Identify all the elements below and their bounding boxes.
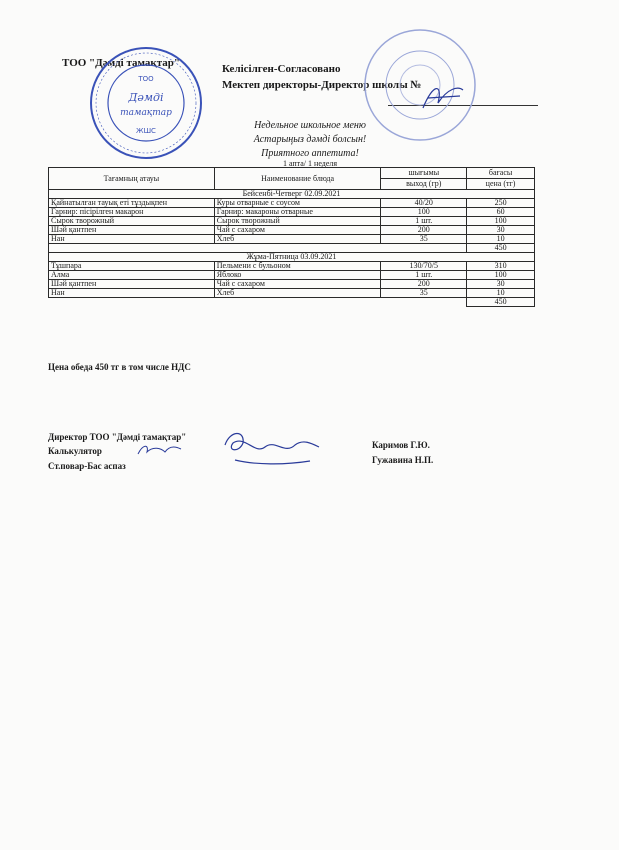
dish-yield: 1 шт. <box>381 217 467 226</box>
menu-subtitle-3: Приятного аппетита! <box>261 148 359 159</box>
dish-ru: Чай с сахаром <box>214 280 381 289</box>
dish-kz: Қайнатылған тауық еті тұздықпен <box>49 199 215 208</box>
dish-ru: Чай с сахаром <box>214 226 381 235</box>
dish-ru: Хлеб <box>214 289 381 298</box>
dish-price: 10 <box>467 235 535 244</box>
menu-subtitle-1: Недельное школьное меню <box>254 120 366 131</box>
dish-price: 310 <box>467 262 535 271</box>
director-name: Каримов Г.Ю. <box>372 440 430 450</box>
table-row <box>49 235 535 244</box>
day-title-row <box>49 253 535 262</box>
dish-price: 100 <box>467 217 535 226</box>
table-row <box>49 262 535 271</box>
head-signature <box>215 425 325 470</box>
dish-kz: Сырок творожный <box>49 217 215 226</box>
dish-yield: 35 <box>381 235 467 244</box>
dish-kz: Гарнир: пісірілген макарон <box>49 208 215 217</box>
day1-total: 450 <box>467 244 535 253</box>
dish-kz: Нан <box>49 235 215 244</box>
svg-text:тамақтар: тамақтар <box>120 108 172 118</box>
svg-text:Дәмді: Дәмді <box>128 91 164 104</box>
dish-ru: Яблоко <box>214 271 381 280</box>
day-title-row <box>49 190 535 199</box>
dish-kz: Шәй қантпен <box>49 226 215 235</box>
director-signature <box>418 78 468 113</box>
dish-yield: 200 <box>381 226 467 235</box>
dish-yield: 40/20 <box>381 199 467 208</box>
approved-label: Келісілген-Согласовано <box>222 63 341 75</box>
dish-kz: Алма <box>49 271 215 280</box>
table-row <box>49 217 535 226</box>
calculator-label: Калькулятор <box>48 446 102 456</box>
calculator-name: Гужавина Н.П. <box>372 455 434 465</box>
svg-text:ТОО: ТОО <box>138 75 154 83</box>
table-row <box>49 226 535 235</box>
header-yield-ru: выход (гр) <box>381 179 467 190</box>
dish-ru: Куры отварные с соусом <box>214 199 381 208</box>
director-label: Директор ТОО "Дәмді тамақтар" <box>48 432 187 442</box>
total-spacer <box>49 298 467 307</box>
day1-title: Бейсенбі-Четверг 02.09.2021 <box>49 190 535 199</box>
dish-kz: Шәй қантпен <box>49 280 215 289</box>
company-stamp <box>88 45 204 161</box>
header-name-kz: Тағамның атауы <box>49 168 215 190</box>
day2-total: 450 <box>467 298 535 307</box>
total-spacer <box>49 244 467 253</box>
table-row <box>49 289 535 298</box>
dish-ru: Гарнир: макароны отварные <box>214 208 381 217</box>
dish-kz: Нан <box>49 289 215 298</box>
table-row <box>49 280 535 289</box>
dish-kz: Тұшпара <box>49 262 215 271</box>
dish-ru: Хлеб <box>214 235 381 244</box>
price-note: Цена обеда 450 тг в том числе НДС <box>48 362 191 372</box>
dish-yield: 130/70/5 <box>381 262 467 271</box>
total-row <box>49 298 535 307</box>
header-yield-kz: шығымы <box>381 168 467 179</box>
dish-price: 10 <box>467 289 535 298</box>
header-price-ru: цена (тг) <box>467 179 535 190</box>
calculator-signature <box>135 440 185 462</box>
dish-yield: 1 шт. <box>381 271 467 280</box>
header-price-kz: бағасы <box>467 168 535 179</box>
day2-title: Жұма-Пятница 03.09.2021 <box>49 253 535 262</box>
week-label: 1 апта/ 1 неделя <box>282 159 338 168</box>
dish-price: 250 <box>467 199 535 208</box>
dish-yield: 100 <box>381 208 467 217</box>
dish-price: 60 <box>467 208 535 217</box>
dish-price: 100 <box>467 271 535 280</box>
dish-ru: Пельмени с бульоном <box>214 262 381 271</box>
table-header-row <box>49 168 535 179</box>
dish-yield: 35 <box>381 289 467 298</box>
org-name: ТОО "Дәмді тамақтар" <box>62 57 181 69</box>
svg-text:ЖШС: ЖШС <box>136 127 156 135</box>
dish-price: 30 <box>467 226 535 235</box>
menu-table <box>48 167 535 307</box>
school-director-label: Мектеп директоры-Директор школы № <box>222 79 422 91</box>
chef-label: Ст.повар-Бас аспаз <box>48 461 126 471</box>
menu-subtitle-2: Астарыңыз дәмді болсын! <box>253 134 367 145</box>
dish-yield: 200 <box>381 280 467 289</box>
table-row <box>49 199 535 208</box>
total-row <box>49 244 535 253</box>
table-row <box>49 208 535 217</box>
header-name-ru: Наименование блюда <box>214 168 381 190</box>
table-row <box>49 271 535 280</box>
dish-ru: Сырок творожный <box>214 217 381 226</box>
dish-price: 30 <box>467 280 535 289</box>
